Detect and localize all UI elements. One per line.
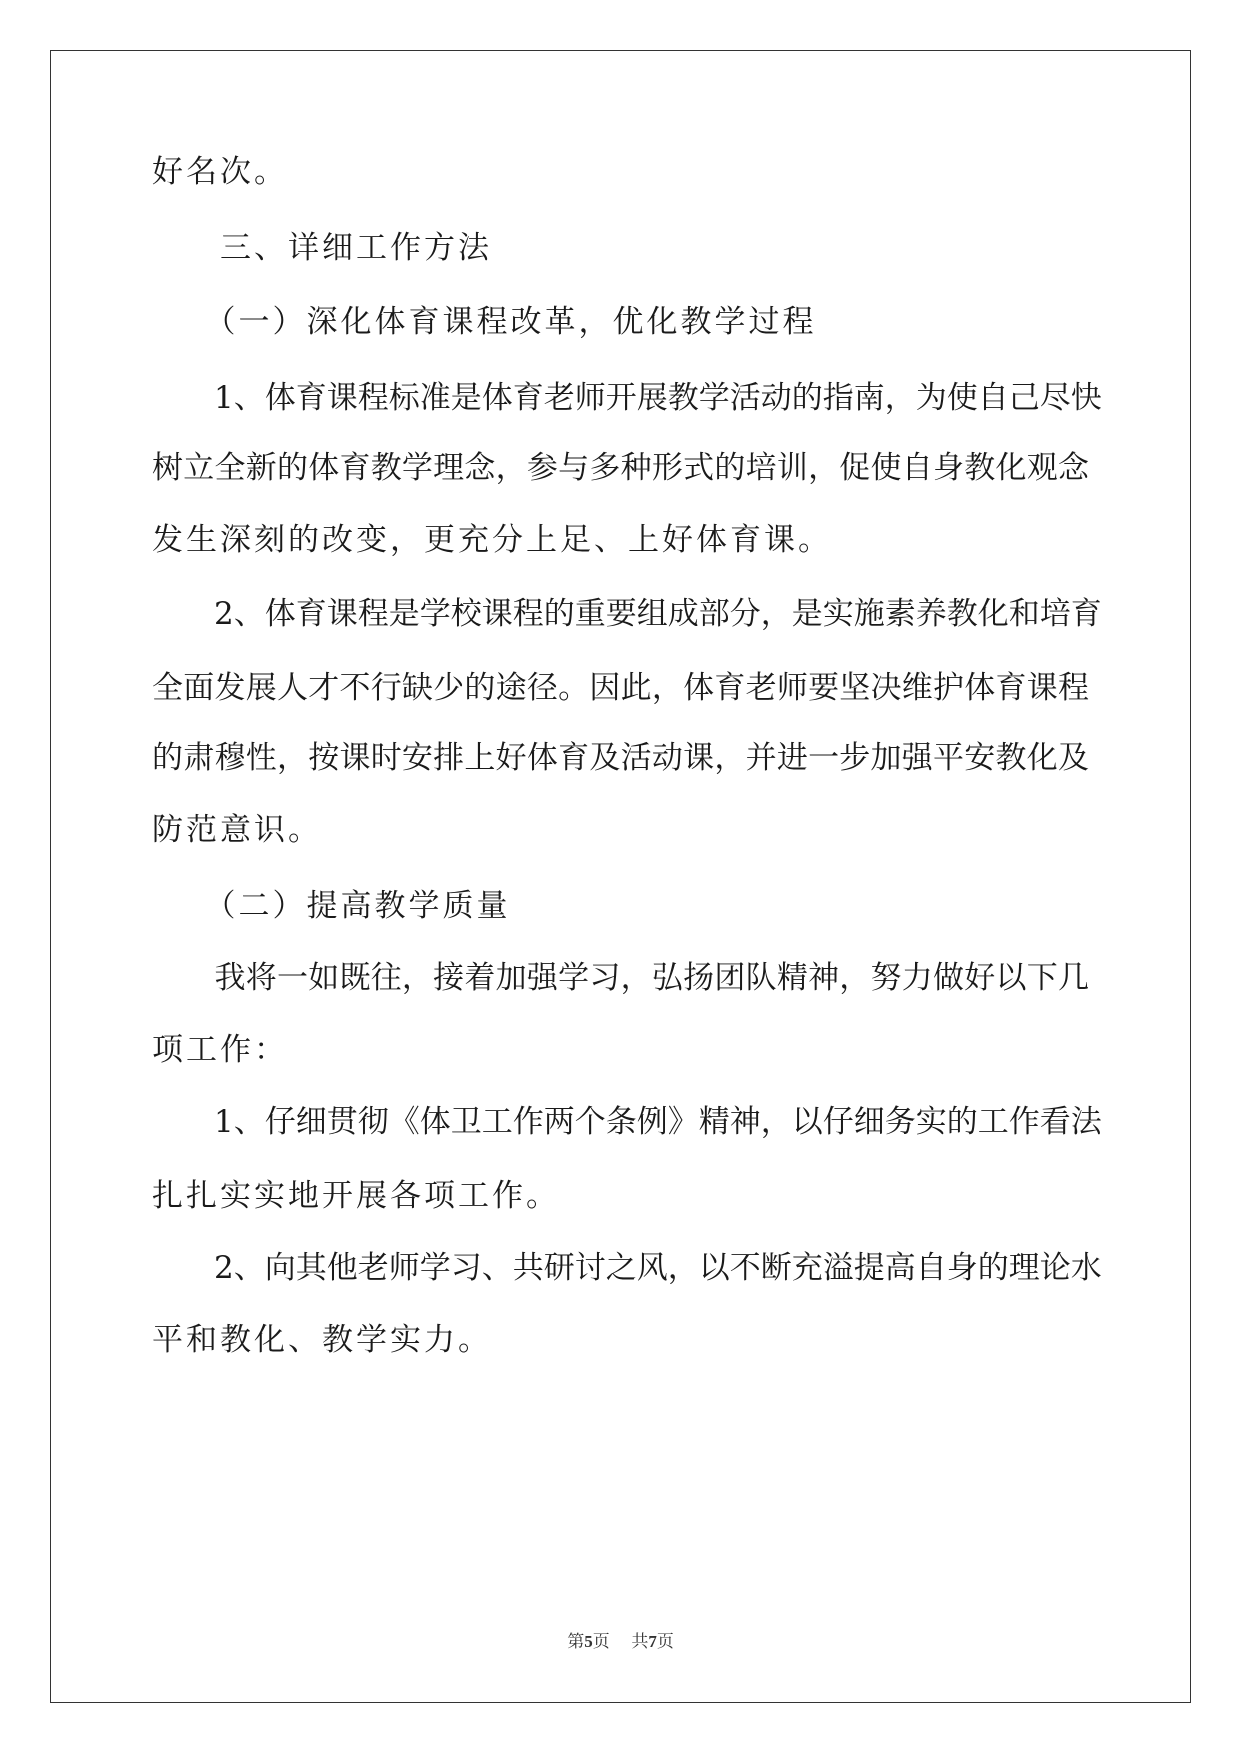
text-line-8: 全面发展人才不行缺少的途径。因此，体育老师要坚决维护体育课程 xyxy=(152,670,1089,706)
text-line-9: 的肃穆性，按课时安排上好体育及活动课，并进一步加强平安教化及 xyxy=(152,740,1089,776)
page-border xyxy=(50,50,1191,1703)
text-line-12: 我将一如既往，接着加强学习，弘扬团队精神，努力做好以下几 xyxy=(152,960,1089,996)
text-line-14: 1、仔细贯彻《体卫工作两个条例》精神，以仔细务实的工作看法 xyxy=(152,1104,1102,1140)
subsection-heading-2: （二）提高教学质量 xyxy=(152,888,511,924)
text-line-6: 发生深刻的改变，更充分上足、上好体育课。 xyxy=(152,522,832,558)
text-line-4: 1、体育课程标准是体育老师开展教学活动的指南，为使自己尽快 xyxy=(152,380,1102,416)
text-line-15: 扎扎实实地开展各项工作。 xyxy=(152,1178,560,1214)
text-line-17: 平和教化、教学实力。 xyxy=(152,1322,492,1358)
text-line-5: 树立全新的体育教学理念，参与多种形式的培训，促使自身教化观念 xyxy=(152,450,1089,486)
text-line-13: 项工作： xyxy=(152,1032,288,1068)
text-line-10: 防范意识。 xyxy=(152,812,322,848)
footer-total-prefix: 共 xyxy=(631,1632,649,1652)
text-line-16: 2、向其他老师学习、共研讨之风，以不断充溢提高自身的理论水 xyxy=(152,1250,1102,1286)
total-pages-number: 7 xyxy=(648,1632,657,1651)
text-line-7: 2、体育课程是学校课程的重要组成部分，是实施素养教化和培育 xyxy=(152,596,1102,632)
footer-prefix: 第 xyxy=(567,1632,585,1652)
page-footer xyxy=(0,1630,1241,1654)
subsection-heading-1: （一）深化体育课程改革，优化教学过程 xyxy=(152,304,817,340)
text-line-1: 好名次。 xyxy=(152,154,288,190)
footer-total-label: 页 xyxy=(656,1632,674,1652)
section-heading-3: 三、详细工作方法 xyxy=(152,230,492,266)
current-page-number: 5 xyxy=(584,1632,593,1651)
footer-page-label: 页 xyxy=(592,1632,610,1652)
